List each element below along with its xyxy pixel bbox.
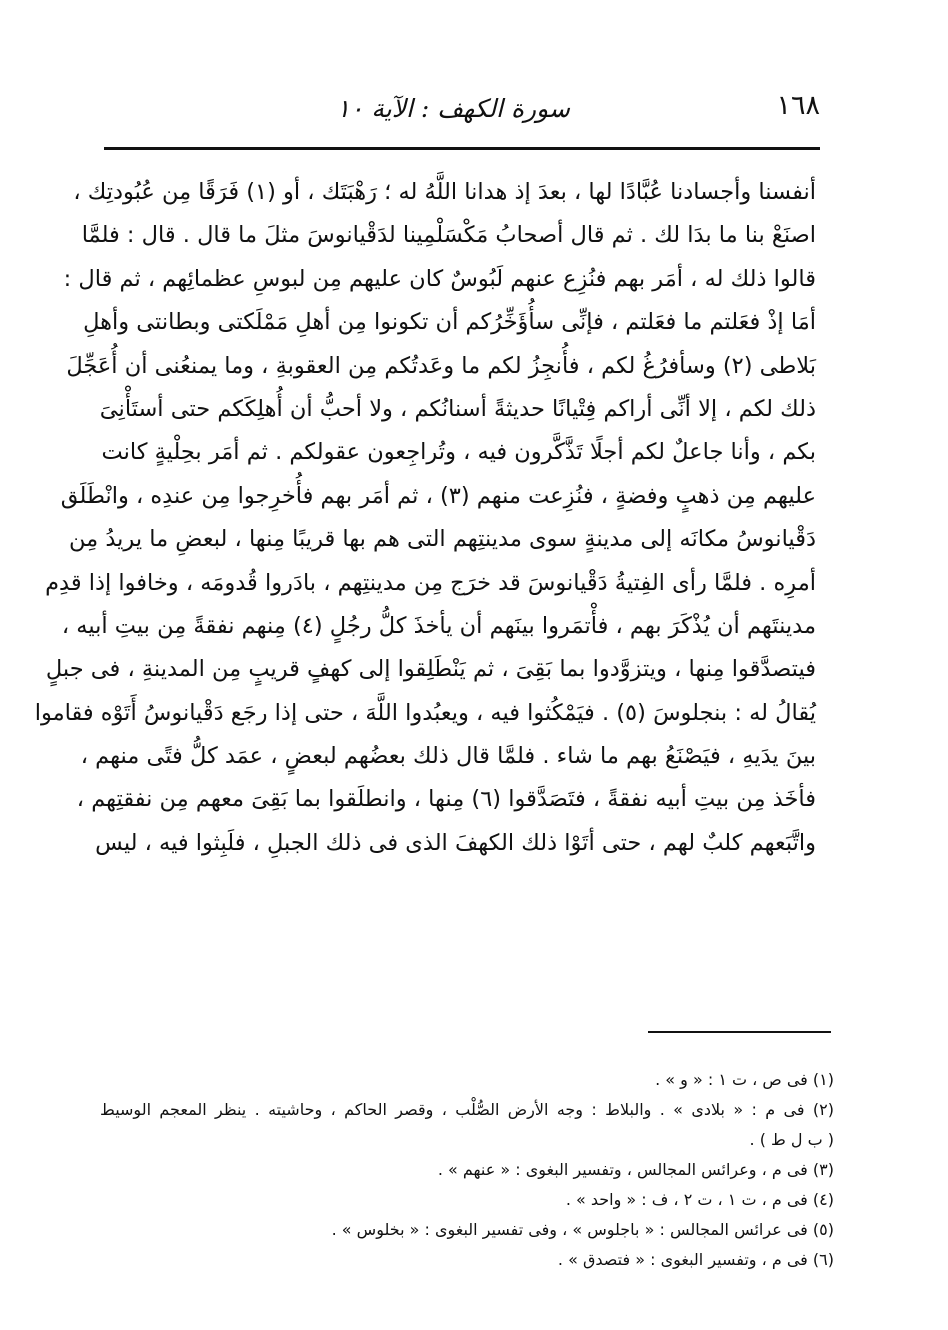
text-line: بكم ، وأنا جاعلٌ لكم أجلًا تَذَّكَّرون فيه ، وتُراجِعون عقولكم . ثم أمَر بحِلْيةٍ كانت — [101, 439, 816, 466]
text-line: عليهم مِن ذهبٍ وفضةٍ ، فنُزِعت منهم (٣) ، ثم أمَر بهم فأُخرِجوا مِن عندِه ، وانْطَلَق — [60, 482, 816, 509]
header-rule — [104, 147, 820, 150]
text-line: دَقْيانوسُ مكانَه إلى مدينةٍ سوى مدينتِهم التى هم بها قريبًا مِنها ، لبعضِ ما يريدُ مِن — [69, 526, 816, 553]
footnote: (٢) فى م : « بلادى » . والبلاط : وجه الأرض الصُّلْب ، وقصر الحاكم ، وحاشيته . ينظر المعجم الوسيط — [100, 1100, 834, 1119]
footnote: (٦) فى م ، وتفسير البغوى : « فتصدق » . — [557, 1250, 834, 1269]
footnote: (١) فى ص ، ت ١ : « و » . — [655, 1070, 834, 1089]
text-line: ذلك لكم ، إلا أنِّى أراكم فِتْيانًا حديثةً أسنانُكم ، ولا أحبُّ أن أُهلِكَكم حتى أستَأْنِىَ — [99, 395, 816, 422]
text-line: فيتصدَّقوا مِنها ، ويتزوَّدوا بما بَقِىَ ، ثم يَنْطَلِقوا إلى كهفٍ قريبٍ مِن المدينةِ ، فى جبلٍ — [45, 656, 816, 683]
text-line: اصنَعْ بنا ما بدَا لك . ثم قال أصحابُ مَكْسَلْمِينا لدَقْيانوسَ مثلَ ما قال . قال : فلمَّا — [81, 222, 816, 249]
text-line: مدينتَهم أن يُذْكَرَ بهم ، فأْتمَروا بينَهم أن يأخذَ كلُّ رجُلٍ (٤) مِنهم نفقةً مِن بيتِ أبيه ، — [61, 612, 816, 639]
text-line: واتَّبَعهم كلبٌ لهم ، حتى أتَوْا ذلك الكهفَ الذى فى ذلك الجبلِ ، فلَبِثوا فيه ، ليس — [95, 829, 816, 856]
footnote-rule — [648, 1031, 831, 1033]
running-head: سورة الكهف : الآية ١٠ — [336, 94, 570, 123]
footnote: (٣) فى م ، وعرائس المجالس ، وتفسير البغوى : « عنهم » . — [437, 1160, 834, 1179]
page-header — [100, 84, 820, 134]
text-line: بَلاطى (٢) وسأفرُغُ لكم ، فأُنجِزُ لكم ما وعَدتُكم مِن العقوبةِ ، وما يمنعُنى أن أُعَجِّلَ — [66, 352, 816, 379]
text-line: أمَا إذْ فعَلتم ما فعَلتم ، فإنِّى سأُؤَخِّرُكم أن تكونوا مِن أهلِ مَمْلَكتى وبطانتى وأهلِ — [83, 309, 816, 336]
text-line: أنفسنا وأجسادنا عُبَّادًا لها ، بعدَ إذ هدانا اللَّهُ له ؛ رَهْبَتَك ، أو (١) فَرَقًا مِن عُبُودتِك ، — [73, 179, 816, 205]
body-text — [34, 171, 816, 865]
text-line: قالوا ذلك له ، أمَر بهم فنُزِع عنهم لَبُوسٌ كان عليهم مِن لبوسِ عظمائِهم ، ثم قال : — [63, 265, 816, 292]
text-line: أمرِه . فلمَّا رأى الفِتيةُ دَقْيانوسَ قد خرَج مِن مدينتِهم ، بادَروا قُدومَه ، وخافوا إذا قدِم — [45, 569, 816, 596]
page-number: ١٦٨ — [776, 90, 820, 121]
text-line: بينَ يدَيهِ ، فيَصْنَعُ بهم ما شاء . فلمَّا قال ذلك بعضُهم لبعضٍ ، عمَد كلُّ فتًى منهم ، — [80, 743, 816, 770]
footnote: (٥) فى عرائس المجالس : « باجلوس » ، وفى تفسير البغوى : « بخلوس » . — [331, 1220, 834, 1239]
footnote: (٤) فى م ، ت ١ ، ت ٢ ، ف : « واحد » . — [565, 1190, 834, 1209]
footnote-continuation: ( ب ل ط ) . — [749, 1130, 834, 1149]
text-line: يُقالُ له : بنجلوسَ (٥) . فيَمْكُثوا فيه ، ويعبُدوا اللَّهَ ، حتى إذا رجَع دَقْيانوسُ أَتَوْه فقاموا — [34, 699, 816, 726]
text-line: فأخَذ مِن بيتِ أبيه نفقةً ، فتَصَدَّقوا (٦) مِنها ، وانطلَقوا بما بَقِىَ معهم مِن نفقتِهم ، — [76, 786, 816, 813]
footnotes — [100, 1065, 834, 1275]
